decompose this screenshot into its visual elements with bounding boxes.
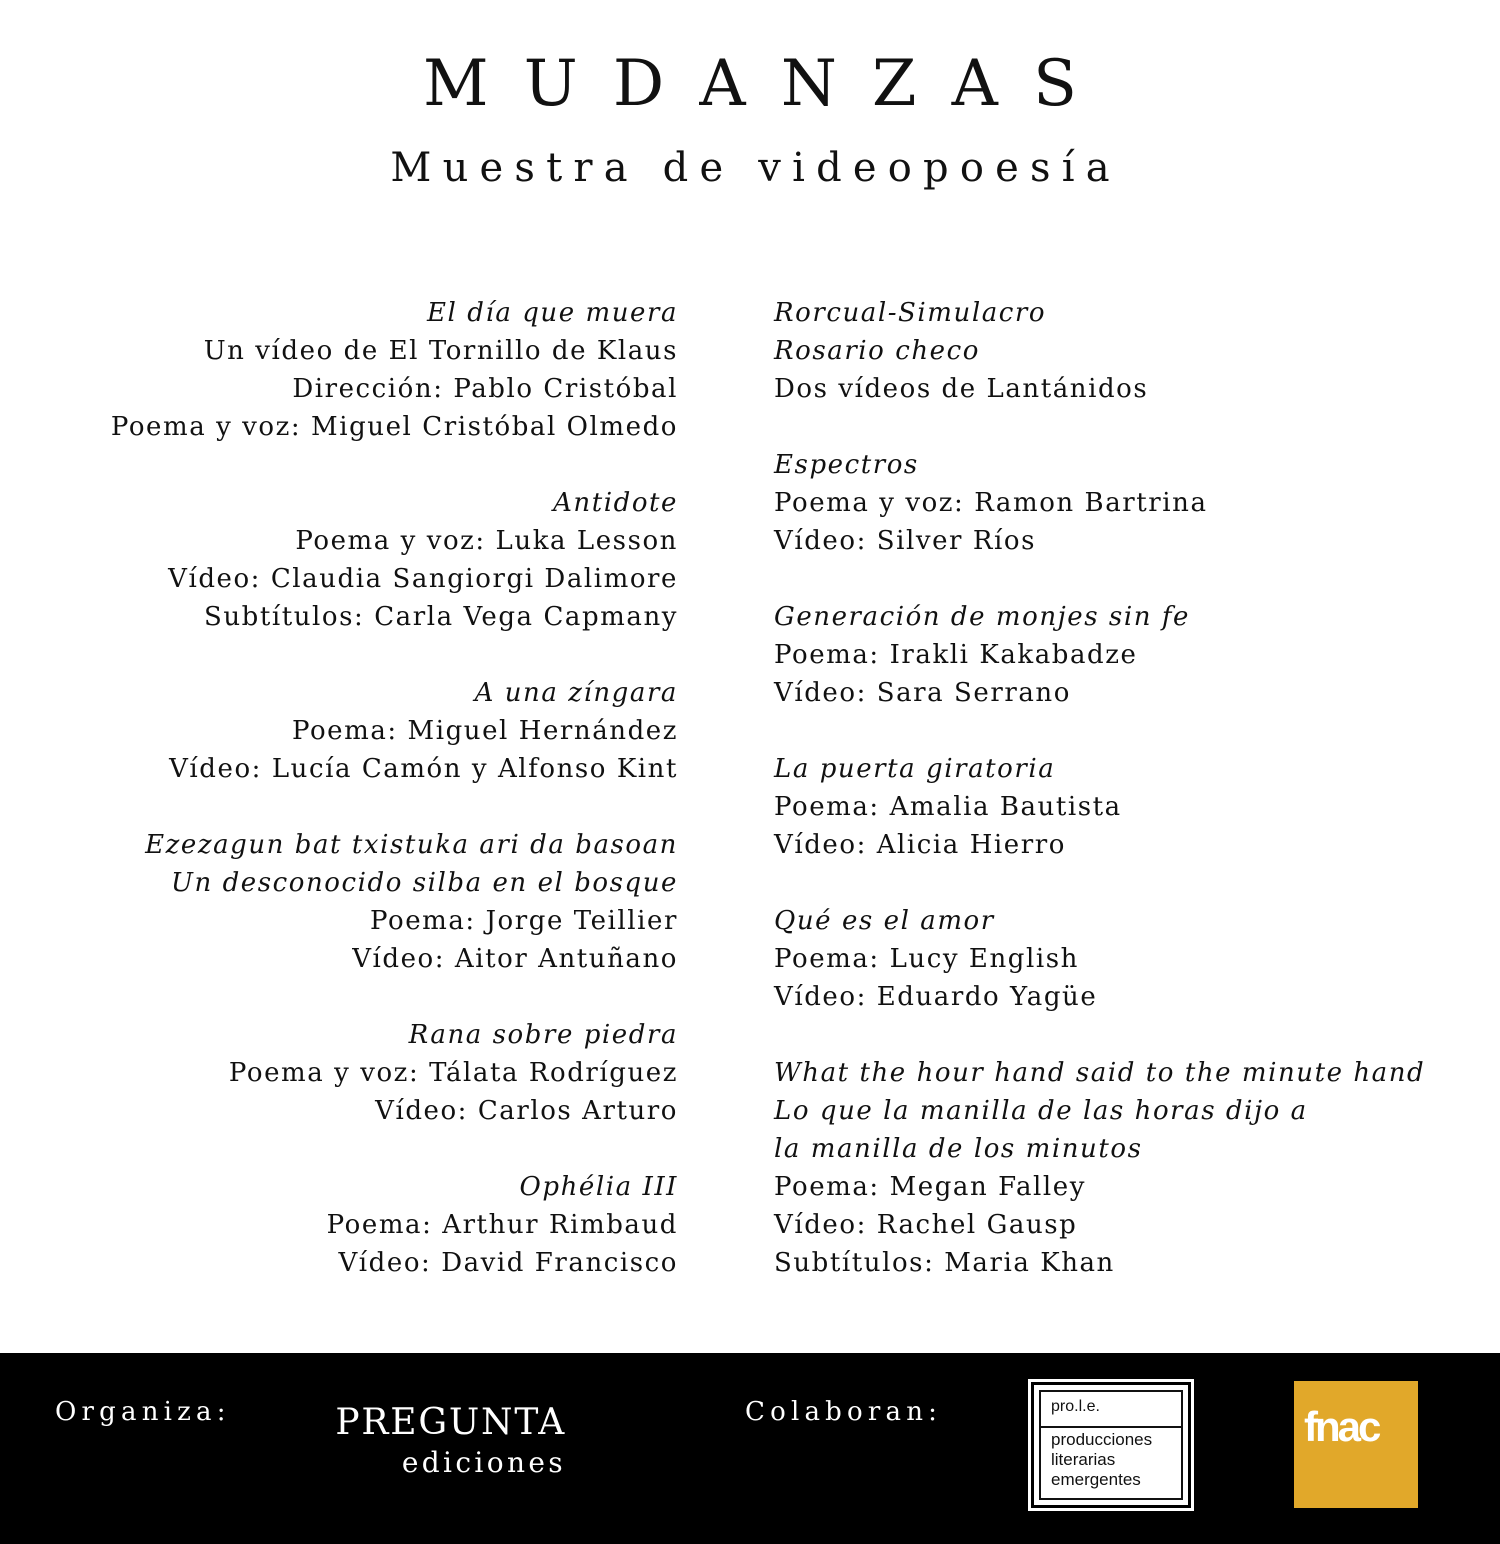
prole-line: emergentes: [1051, 1470, 1141, 1489]
program-entry: [38, 294, 678, 446]
entry-credit: Vídeo: Eduardo Yagüe: [774, 982, 1098, 1012]
entry-title: Rana sobre piedra: [408, 1020, 678, 1050]
entry-credit: Poema y voz: Miguel Cristóbal Olmedo: [110, 412, 678, 442]
prole-logo-frame: [1039, 1390, 1183, 1500]
program-entry: [38, 1016, 678, 1130]
entry-credit: Poema y voz: Ramon Bartrina: [774, 488, 1208, 518]
entry-credit: Vídeo: David Francisco: [338, 1248, 678, 1278]
entry-credit: Vídeo: Lucía Camón y Alfonso Kint: [169, 754, 678, 784]
entry-title: Antidote: [553, 488, 678, 518]
entry-credit: Poema: Arthur Rimbaud: [326, 1210, 678, 1240]
program-entry: [38, 674, 678, 788]
program-entry: [38, 1168, 678, 1282]
entry-credit: Vídeo: Alicia Hierro: [774, 830, 1066, 860]
prole-logo-top: pro.l.e.: [1051, 1398, 1100, 1415]
program-entry: [774, 294, 1474, 408]
footer-sponsors: [0, 1353, 1500, 1544]
entry-credit: Vídeo: Claudia Sangiorgi Dalimore: [168, 564, 678, 594]
program-entry: [38, 484, 678, 636]
entry-credit: Dos vídeos de Lantánidos: [774, 374, 1149, 404]
entry-title: A una zíngara: [474, 678, 678, 708]
program-right-column: [774, 294, 1474, 1320]
entry-credit: Poema: Lucy English: [774, 944, 1079, 974]
pregunta-logo-sub: ediciones: [401, 1446, 566, 1479]
fnac-logo: [1294, 1381, 1418, 1508]
fnac-logo-text: fnac: [1304, 1403, 1379, 1450]
entry-credit: Poema: Megan Falley: [774, 1172, 1086, 1202]
entry-title: Generación de monjes sin fe: [774, 602, 1190, 632]
entry-title: Lo que la manilla de las horas dijo a: [774, 1096, 1308, 1126]
program-left-column: [38, 294, 678, 1320]
page-title: MUDANZAS: [423, 47, 1113, 121]
entry-title: What the hour hand said to the minute hand: [774, 1058, 1426, 1088]
prole-line: literarias: [1051, 1450, 1116, 1469]
entry-title: Rosario checo: [774, 336, 980, 366]
pregunta-logo-name: PREGUNTA: [335, 1402, 566, 1443]
program-entry: [774, 902, 1474, 1016]
organiza-label: Organiza:: [55, 1397, 231, 1427]
entry-title: Ezezagun bat txistuka ari da basoan: [145, 830, 678, 860]
pregunta-ediciones-logo: [326, 1401, 566, 1481]
prole-logo-lines: [1051, 1430, 1152, 1490]
entry-credit: Vídeo: Aitor Antuñano: [352, 944, 678, 974]
entry-title: Rorcual-Simulacro: [774, 298, 1047, 328]
entry-credit: Poema: Amalia Bautista: [774, 792, 1122, 822]
program-entry: [774, 598, 1474, 712]
colaboran-label: Colaboran:: [745, 1397, 943, 1427]
entry-credit: Subtítulos: Maria Khan: [774, 1248, 1115, 1278]
entry-credit: Poema y voz: Luka Lesson: [295, 526, 678, 556]
entry-credit: Poema: Miguel Hernández: [291, 716, 678, 746]
page-subtitle: Muestra de videopoesía: [390, 145, 1121, 191]
entry-title: La puerta giratoria: [774, 754, 1056, 784]
program-entry: [774, 750, 1474, 864]
entry-title: El día que muera: [427, 298, 678, 328]
entry-credit: Vídeo: Silver Ríos: [774, 526, 1036, 556]
entry-credit: Poema: Jorge Teillier: [369, 906, 678, 936]
entry-title: la manilla de los minutos: [774, 1134, 1143, 1164]
program-entry: [774, 1054, 1474, 1282]
entry-title: Un desconocido silba en el bosque: [171, 868, 678, 898]
entry-credit: Poema: Irakli Kakabadze: [774, 640, 1138, 670]
entry-credit: Vídeo: Sara Serrano: [774, 678, 1071, 708]
entry-credit: Dirección: Pablo Cristóbal: [292, 374, 678, 404]
prole-logo: [1031, 1382, 1191, 1508]
entry-credit: Vídeo: Carlos Arturo: [375, 1096, 678, 1126]
entry-credit: Vídeo: Rachel Gausp: [774, 1210, 1078, 1240]
entry-title: Espectros: [774, 450, 919, 480]
entry-credit: Subtítulos: Carla Vega Capmany: [203, 602, 678, 632]
entry-title: Qué es el amor: [774, 906, 995, 936]
prole-logo-divider: [1041, 1426, 1181, 1428]
program-entry: [774, 446, 1474, 560]
program-entry: [38, 826, 678, 978]
entry-credit: Poema y voz: Tálata Rodríguez: [228, 1058, 678, 1088]
entry-credit: Un vídeo de El Tornillo de Klaus: [203, 336, 678, 366]
prole-line: producciones: [1051, 1430, 1153, 1449]
entry-title: Ophélia III: [519, 1172, 678, 1202]
